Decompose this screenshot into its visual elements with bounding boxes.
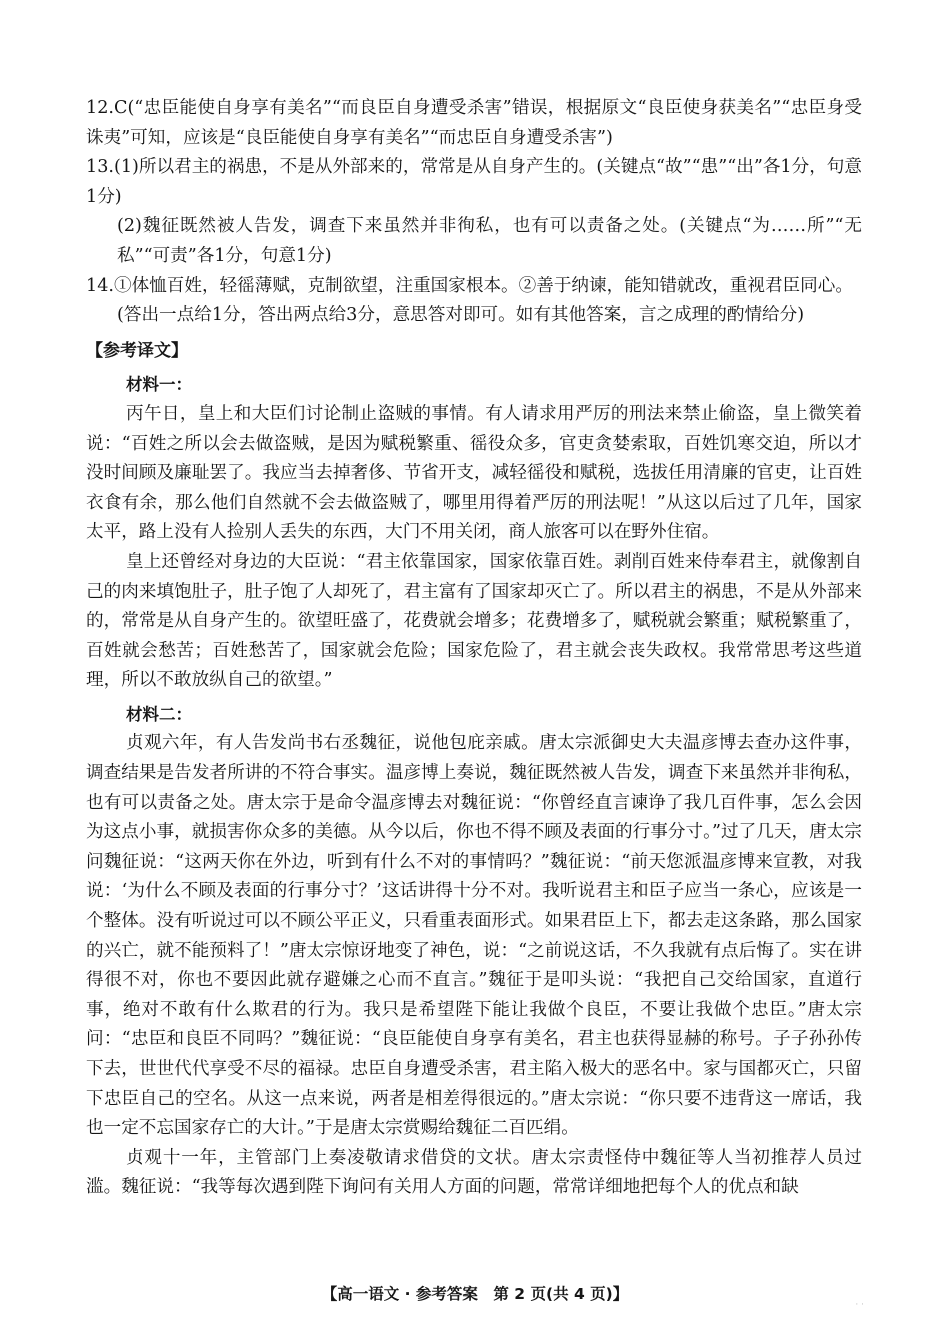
material2-paragraph-1: 贞观六年，有人告发尚书右丞魏征，说他包庇亲戚。唐太宗派御史大夫温彦博去查办这件事，调查结果是告发者所讲的不符合事实。温彦博上奏说，魏征既然被人告发，调查下来虽然并非徇私，也有可以责备之处。唐太宗于是命令温彦博去对魏征说：“你曾经直言谏诤了我几百件事，怎么会因为这点小事，就损害你众多的美德。从今以后，你也不得不顾及表面的行事分寸。”过了几天，唐太宗问魏征说：“这两天你在外边，听到有什么不对的事情吗？”魏征说：“前天您派温彦博来宣教，对我说：‘为什么不顾及表面的行事分寸？’这话讲得十分不对。我听说君主和臣子应当一条心，应该是一个整体。没有听说过可以不顾公平正义，只看重表面形式。如果君臣上下，都去走这条路，那么国家的兴亡，就不能预料了！”唐太宗惊讶地变了神色，说：“之前说这话，不久我就有点后悔了。实在讲得很不对，你也不要因此就存避嫌之心而不直言。”魏征于是叩头说：“我把自己交给国家，直道行事，绝对不敢有什么欺君的行为。我只是希望陛下能让我做个良臣，不要让我做个忠臣。”唐太宗问：“忠臣和良臣不同吗？”魏征说：“良臣能使自身享有美名，君主也获得显赫的称号。子子孙孙传下去，世世代代享受不尽的福禄。忠臣自身遭受杀害，君主陷入极大的恶名中。家与国都灭亡，只留下忠臣自己的空名。从这一点来说，两者是相差得很远的。”唐太宗说：“你只要不违背这一席话，我也一定不忘国家存亡的大计。”于是唐太宗赏赐给魏征二百匹绢。 [86, 733, 862, 1139]
material2-title: 材料二： [126, 704, 192, 724]
footer-text: 【高一语文 · 参考答案 第 2 页(共 4 页)】 [321, 1285, 629, 1303]
answer-14-scoring-text: (答出一点给1分，答出两点给3分，意思答对即可。如有其他答案，言之成理的酌情给分) [117, 305, 805, 326]
corner-mark: · · [855, 1300, 864, 1310]
page-content [86, 94, 862, 1203]
answer-14 [86, 272, 862, 302]
answer-13-part1-text: 13.(1)所以君主的祸患，不是从外部来的，常常是从自身产生的。(关键点“故”“患”“出”各1分，句意1分) [86, 157, 862, 207]
answer-14-scoring [86, 301, 862, 331]
answer-13-part1 [86, 153, 862, 212]
answer-14-text: 14.①体恤百姓，轻徭薄赋，克制欲望，注重国家根本。②善于纳谏，能知错就改，重视君臣同心。 [86, 275, 853, 296]
answer-12 [86, 94, 862, 153]
page-footer [0, 1280, 950, 1310]
answer-13-part2 [86, 212, 862, 271]
material1-paragraph-1: 丙午日，皇上和大臣们讨论制止盗贼的事情。有人请求用严厉的刑法来禁止偷盗，皇上微笑着说：“百姓之所以会去做盗贼，是因为赋税繁重、徭役众多，官吏贪婪索取，百姓饥寒交迫，所以才没时间顾及廉耻罢了。我应当去掉奢侈、节省开支，减轻徭役和赋税，选拔任用清廉的官吏，让百姓衣食有余，那么他们自然就不会去做盗贼了，哪里用得着严厉的刑法呢！”从这以后过了几年，国家太平，路上没有人捡别人丢失的东西，大门不用关闭，商人旅客可以在野外住宿。 [86, 403, 862, 543]
answer-12-text: 12.C(“忠臣能使自身享有美名”“而良臣自身遭受杀害”错误，根据原文“良臣使身获美名”“忠臣身受诛夷”可知，应该是“良臣能使自身享有美名”“而忠臣自身遭受杀害”) [86, 98, 862, 148]
material1-paragraph-2: 皇上还曾经对身边的大臣说：“君主依靠国家，国家依靠百姓。剥削百姓来侍奉君主，就像割自己的肉来填饱肚子，肚子饱了人却死了，君主富有了国家却灭亡了。所以君主的祸患，不是从外部来的，常常是从自身产生的。欲望旺盛了，花费就会增多；花费增多了，赋税就会繁重；赋税繁重了，百姓就会愁苦；百姓愁苦了，国家就会危险；国家危险了，君主就会丧失政权。我常常思考这些道理，所以不敢放纵自己的欲望。” [86, 551, 862, 691]
material2-paragraph-2: 贞观十一年，主管部门上奏凌敬请求借贷的文状。唐太宗责怪侍中魏征等人当初推荐人员过滥。魏征说：“我等每次遇到陛下询问有关用人方面的问题，常常详细地把每个人的优点和缺 [86, 1147, 862, 1198]
answer-13-part2-text: (2)魏征既然被人告发，调查下来虽然并非徇私，也有可以责备之处。(关键点“为……所”“无私”“可责”各1分，句意1分) [117, 216, 862, 266]
reference-translation-heading: 【参考译文】 [86, 340, 188, 361]
material1-title: 材料一： [126, 375, 192, 395]
